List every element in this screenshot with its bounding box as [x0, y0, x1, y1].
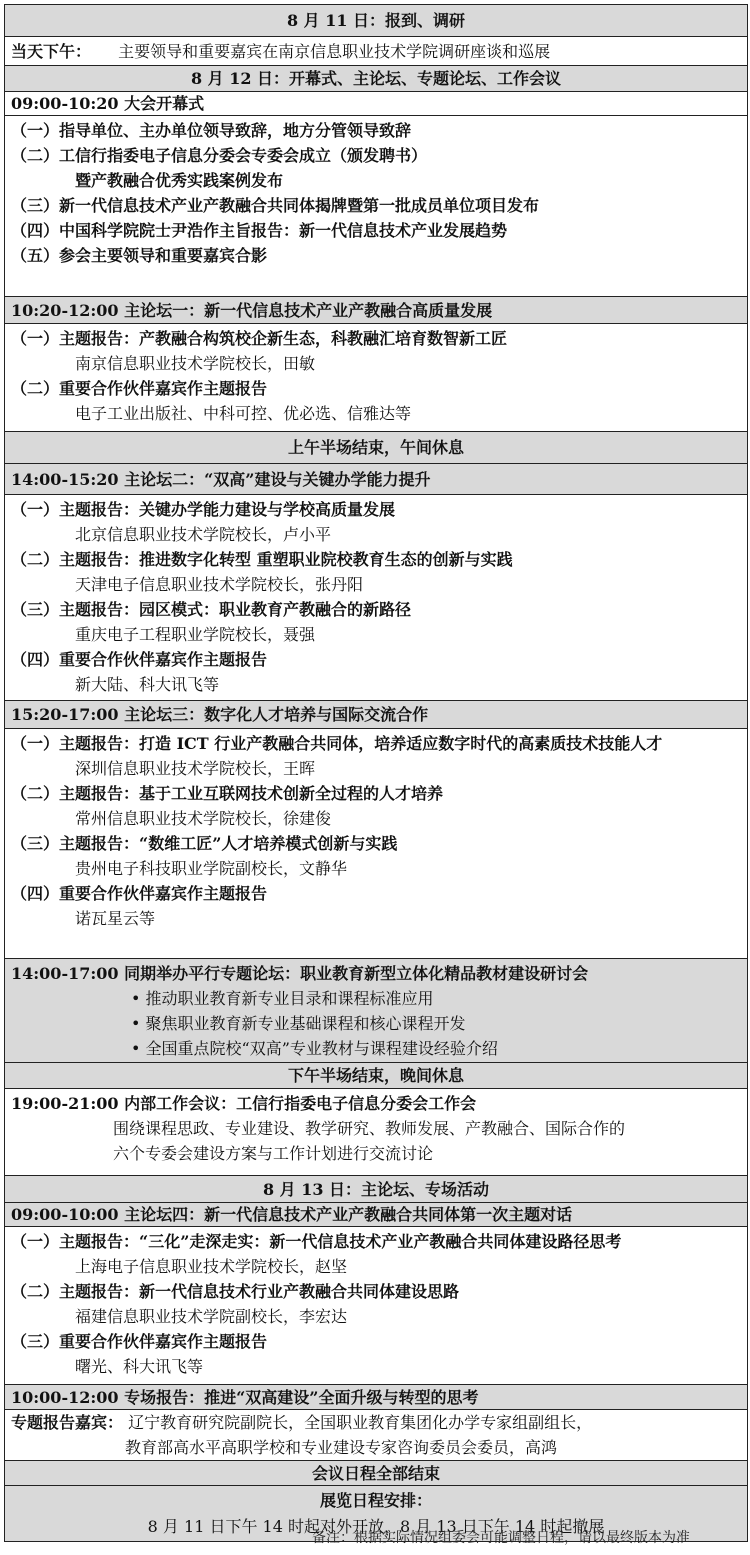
forum2-item-1: （一）主题报告：关键办学能力建设与学校高质量发展	[11, 500, 396, 519]
forum4-speaker-1: 上海电子信息职业技术学院校长，赵坚	[75, 1257, 348, 1276]
forum3-speaker-3: 贵州电子科技职业学院副校长，文静华	[75, 859, 348, 878]
forum1-items	[5, 324, 747, 432]
schedule-table	[4, 4, 748, 1542]
forum4-speaker-2: 福建信息职业技术学院副校长，李宏达	[75, 1307, 348, 1326]
meeting-line-2: 六个专委会建设方案与工作计划进行交流讨论	[113, 1144, 434, 1163]
opening-items	[5, 116, 747, 297]
forum1-item-1: （一）主题报告：产教融合构筑校企新生态，科教融汇培育数智新工匠	[11, 329, 508, 348]
day2-header: 8 月 12 日：开幕式、主论坛、专题论坛、工作会议	[5, 66, 747, 92]
forum1-item-2: （二）重要合作伙伴嘉宾作主题报告	[11, 379, 268, 398]
forum2-item-4: （四）重要合作伙伴嘉宾作主题报告	[11, 650, 268, 669]
special-label: 专题报告嘉宾：	[11, 1413, 124, 1432]
special-title: 10:00-12:00 专场报告：推进“双高建设”全面升级与转型的思考	[5, 1385, 747, 1410]
expo-title: 展览日程安排：	[319, 1491, 432, 1510]
forum3-item-2: （二）主题报告：基于工业互联网技术创新全过程的人才培养	[11, 784, 444, 803]
opening-item-1: （一）指导单位、主办单位领导致辞，地方分管领导致辞	[11, 121, 412, 140]
expo-text: 8 月 11 日下午 14 时起对外开放，8 月 13 日下午 14 时起撤展	[147, 1517, 605, 1536]
forum3-item-4: （四）重要合作伙伴嘉宾作主题报告	[11, 884, 268, 903]
day1-label: 当天下午：	[11, 42, 92, 61]
forum3-title: 15:20-17:00 主论坛三：数字化人才培养与国际交流合作	[5, 701, 747, 729]
parallel-forum	[5, 959, 747, 1063]
forum2-speaker-2: 天津电子信息职业技术学院校长，张丹阳	[75, 575, 364, 594]
opening-item-2: （二）工信行指委电子信息分委会专委会成立（颁发聘书）	[11, 146, 428, 165]
parallel-bullet-2: • 聚焦职业教育新专业基础课程和核心课程开发	[131, 1014, 466, 1033]
forum3-speaker-1: 深圳信息职业技术学院校长，王晖	[75, 759, 316, 778]
schedule-end: 会议日程全部结束	[5, 1461, 747, 1486]
forum1-speaker-1: 南京信息职业技术学院校长，田敏	[75, 354, 316, 373]
special-line-2: 教育部高水平高职学校和专业建设专家咨询委员会委员，高鸿	[125, 1438, 558, 1457]
forum2-item-2: （二）主题报告：推进数字化转型 重塑职业院校教育生态的创新与实践	[11, 550, 513, 569]
forum4-items	[5, 1227, 747, 1385]
meeting-line-1: 围绕课程思政、专业建设、教学研究、教师发展、产教融合、国际合作的	[113, 1119, 626, 1138]
day3-header: 8 月 13 日：主论坛、专场活动	[5, 1176, 747, 1203]
forum3-items	[5, 729, 747, 959]
parallel-bullet-1: • 推动职业教育新专业目录和课程标准应用	[131, 989, 434, 1008]
forum2-title: 14:00-15:20 主论坛二：“双高”建设与关键办学能力提升	[5, 464, 747, 495]
evening-break: 下午半场结束，晚间休息	[5, 1063, 747, 1089]
opening-item-4: （四）中国科学院院士尹浩作主旨报告：新一代信息技术产业发展趋势	[11, 221, 508, 240]
forum4-item-1: （一）主题报告：“三化”走深走实：新一代信息技术产业产教融合共同体建设路径思考	[11, 1232, 622, 1251]
day1-header: 8 月 11 日：报到、调研	[5, 5, 747, 37]
opening-title: 09:00-10:20 大会开幕式	[5, 92, 747, 116]
footnote: 备注：根据实际情况组委会可能调整日程，请以最终版本为准	[312, 1530, 690, 1546]
forum2-speaker-3: 重庆电子工程职业学院校长，聂强	[75, 625, 316, 644]
forum3-speaker-2: 常州信息职业技术学院校长，徐建俊	[75, 809, 332, 828]
day1-text: 主要领导和重要嘉宾在南京信息职业技术学院调研座谈和巡展	[118, 42, 551, 61]
forum3-item-3: （三）主题报告：“数维工匠”人才培养模式创新与实践	[11, 834, 398, 853]
forum2-item-3: （三）主题报告：园区模式：职业教育产教融合的新路径	[11, 600, 412, 619]
forum2-speaker-1: 北京信息职业技术学院校长，卢小平	[75, 525, 332, 544]
internal-meeting	[5, 1089, 747, 1176]
special-line-1: 辽宁教育研究院副院长，全国职业教育集团化办学专家组副组长，	[128, 1413, 593, 1432]
day1-row	[5, 37, 747, 66]
opening-item-3: （三）新一代信息技术产业产教融合共同体揭牌暨第一批成员单位项目发布	[11, 196, 540, 215]
forum2-items	[5, 495, 747, 701]
parallel-bullet-3: • 全国重点院校“双高”专业教材与课程建设经验介绍	[131, 1039, 498, 1058]
forum4-title: 09:00-10:00 主论坛四：新一代信息技术产业产教融合共同体第一次主题对话	[5, 1203, 747, 1227]
forum4-item-3: （三）重要合作伙伴嘉宾作主题报告	[11, 1332, 268, 1351]
forum4-item-2: （二）主题报告：新一代信息技术行业产教融合共同体建设思路	[11, 1282, 460, 1301]
forum3-item-1: （一）主题报告：打造 ICT 行业产教融合共同体，培养适应数字时代的高素质技术技能人才	[11, 734, 663, 753]
forum2-speaker-4: 新大陆、科大讯飞等	[75, 675, 220, 694]
special-guests	[5, 1410, 747, 1461]
meeting-title: 19:00-21:00 内部工作会议：工信行指委电子信息分委会工作会	[11, 1094, 477, 1113]
opening-item-2-cont: 暨产教融合优秀实践案例发布	[75, 171, 284, 190]
forum4-speaker-3: 曙光、科大讯飞等	[75, 1357, 204, 1376]
forum1-title: 10:20-12:00 主论坛一：新一代信息技术产业产教融合高质量发展	[5, 297, 747, 324]
forum1-speaker-2: 电子工业出版社、中科可控、优必选、信雅达等	[75, 404, 412, 423]
opening-item-5: （五）参会主要领导和重要嘉宾合影	[11, 246, 268, 265]
lunch-break: 上午半场结束，午间休息	[5, 432, 747, 464]
parallel-title: 14:00-17:00 同期举办平行专题论坛：职业教育新型立体化精品教材建设研讨会	[11, 964, 589, 983]
forum3-speaker-4: 诺瓦星云等	[75, 909, 156, 928]
